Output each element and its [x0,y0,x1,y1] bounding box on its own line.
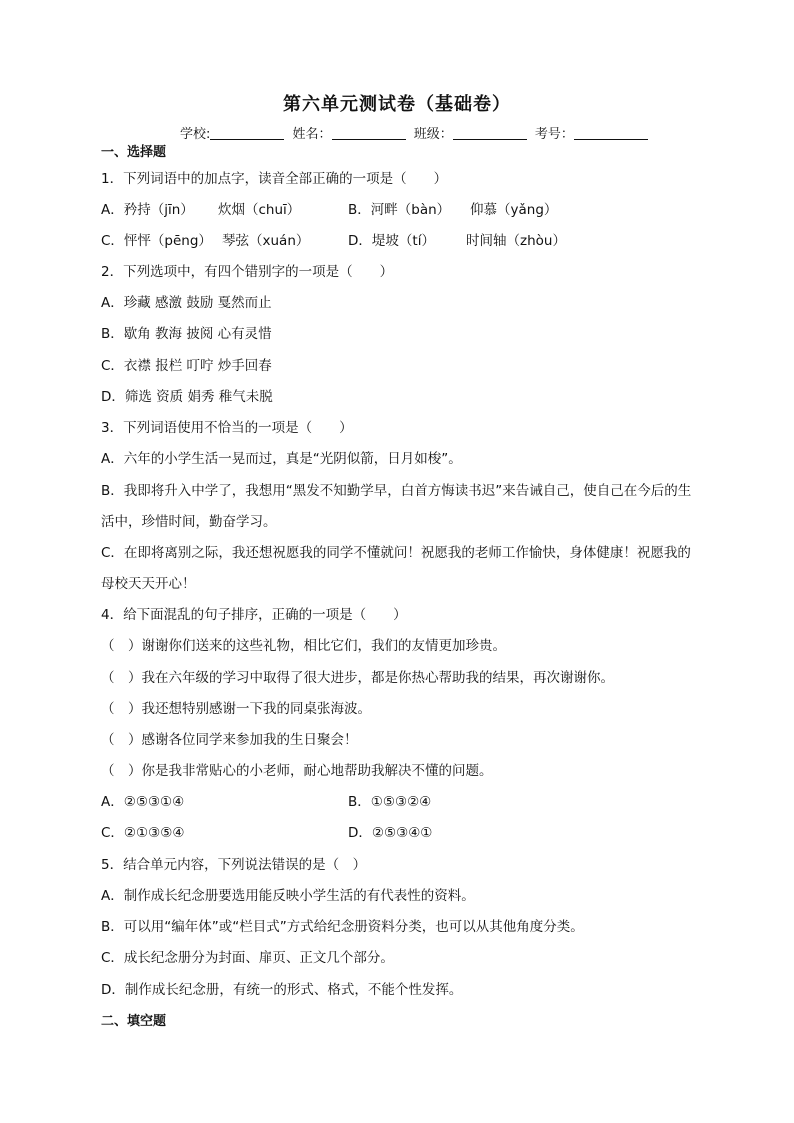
q5-option-b: B．可以用“编年体”或“栏目式”方式给纪念册资料分类，也可以从其他角度分类。 [101,919,584,935]
q1-option-c-word2: 琴弦（xuán） [222,233,310,249]
q2-option-b: B．歇角 教海 披阅 心有灵惜 [101,326,272,342]
section-heading-fill: 二、填空题 [101,1014,167,1029]
q1-option-b-word2: 仰慕（yǎng） [470,202,558,218]
question-2-stem: 2．下列选项中，有四个错别字的一项是（ ） [101,264,394,280]
q4-sentence-2: （ ）我在六年级的学习中取得了很大进步，都是你热心帮助我的结果，再次谢谢你。 [101,670,614,686]
page-title: 第六单元测试卷（基础卷） [283,94,511,115]
q4-sentence-1: （ ）谢谢你们送来的这些礼物，相比它们，我们的友情更加珍贵。 [101,638,506,654]
question-5-stem: 5．结合单元内容，下列说法错误的是（ ） [101,857,367,873]
class-blank[interactable] [453,127,527,140]
q2-option-d: D．筛选 资质 娟秀 稚气未脱 [101,389,273,405]
name-label: 姓名： [292,127,332,142]
q3-option-a: A．六年的小学生活一晃而过，真是“光阴似箭，日月如梭”。 [101,451,462,467]
q1-option-a-word2: 炊烟（chuī） [218,202,301,218]
q1-option-d-word1: D．堤坡（tí） [348,233,435,249]
q4-option-d: D．②⑤③④① [348,825,433,841]
q3-option-b-line1: B．我即将升入中学了，我想用“黑发不知勤学早，白首方悔读书迟”来告诫自己，使自己在今后的生 [101,483,692,499]
q2-option-c: C．衣襟 报栏 叮咛 炒手回春 [101,358,272,374]
q4-option-a: A．②⑤③①④ [101,794,185,810]
student-info-line [180,123,652,142]
exam-no-label: 考号： [534,127,574,142]
question-4-stem: 4．给下面混乱的句子排序，正确的一项是（ ） [101,607,407,623]
class-label: 班级： [413,127,453,142]
q4-sentence-3: （ ）我还想特别感谢一下我的同桌张海波。 [101,701,371,717]
q1-option-d-word2: 时间轴（zhòu） [466,233,566,249]
q4-sentence-5: （ ）你是我非常贴心的小老师，耐心地帮助我解决不懂的问题。 [101,763,493,779]
q1-option-c-word1: C．怦怦（pēng） [101,233,212,249]
q4-option-b: B．①⑤③②④ [348,794,432,810]
q4-sentence-4: （ ）感谢各位同学来参加我的生日聚会！ [101,732,358,748]
section-heading-choice: 一、选择题 [101,145,167,160]
q1-option-a-word1: A．矜持（jīn） [101,202,194,218]
question-1-stem: 1．下列词语中的加点字，读音全部正确的一项是（ ） [101,171,448,187]
q3-option-c-line2: 母校天天开心！ [101,576,196,592]
q3-option-c-line1: C．在即将离别之际，我还想祝愿我的同学不懂就问！祝愿我的老师工作愉快，身体健康！祝愿我的 [101,545,691,561]
exam-no-blank[interactable] [574,127,648,140]
q5-option-c: C．成长纪念册分为封面、扉页、正文几个部分。 [101,950,394,966]
q2-option-a: A．珍藏 感激 鼓励 戛然而止 [101,295,272,311]
school-label: 学校: [180,127,211,142]
q1-option-b-word1: B．河畔（bàn） [348,202,451,218]
q3-option-b-line2: 活中，珍惜时间，勤奋学习。 [101,514,277,530]
q4-option-c: C．②①③⑤④ [101,825,185,841]
name-blank[interactable] [332,127,406,140]
q5-option-d: D．制作成长纪念册，有统一的形式、格式，不能个性发挥。 [101,982,463,998]
q5-option-a: A．制作成长纪念册要选用能反映小学生活的有代表性的资料。 [101,888,475,904]
question-3-stem: 3．下列词语使用不恰当的一项是（ ） [101,420,353,436]
school-blank[interactable] [210,127,284,140]
